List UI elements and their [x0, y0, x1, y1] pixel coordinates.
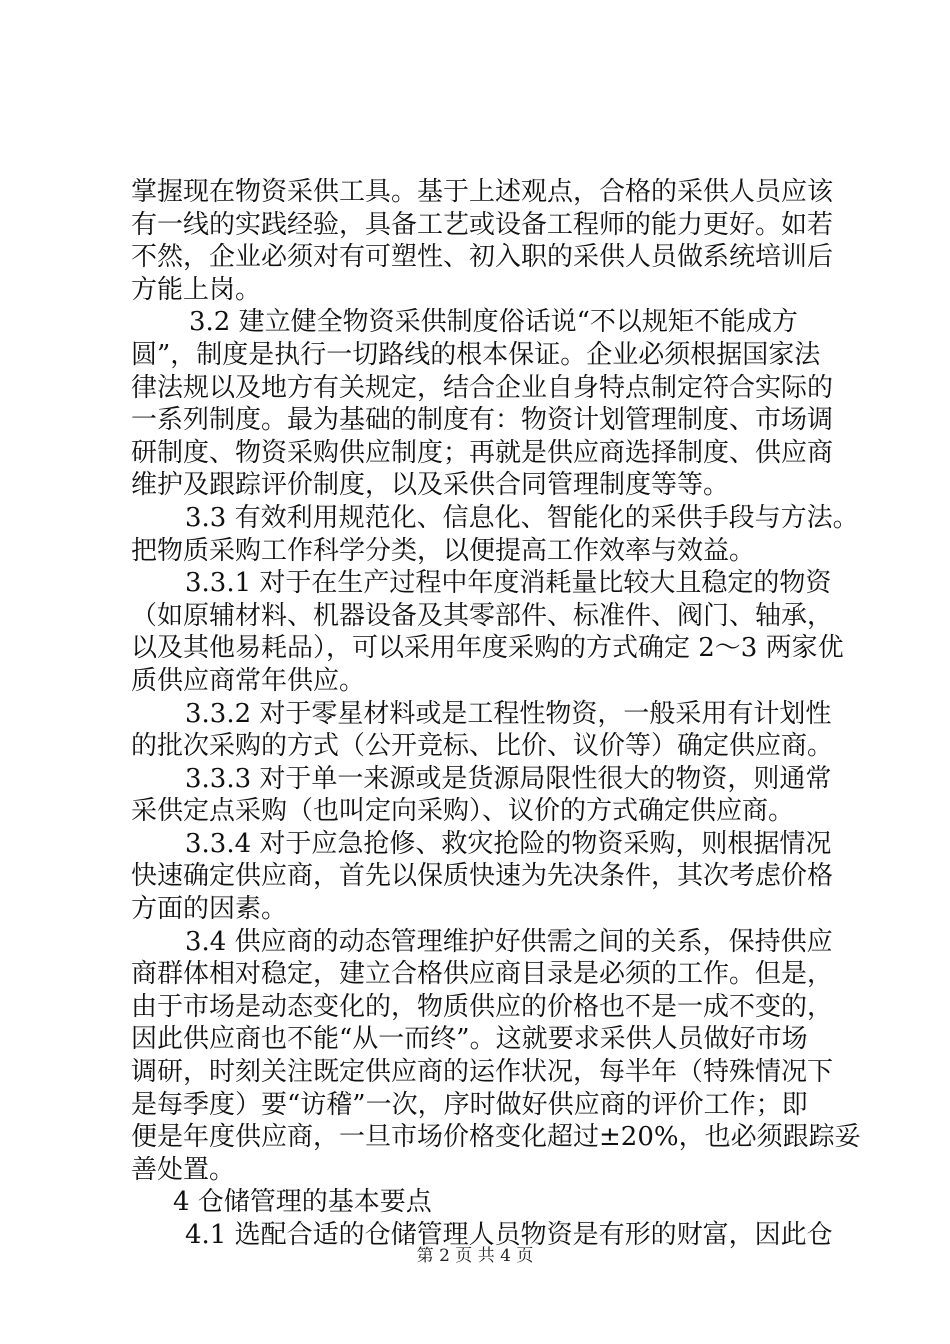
text-line: 3.3.2 对于零星材料或是工程性物资，一般采用有计划性 — [185, 698, 832, 729]
text-line: 由于市场是动态变化的，物质供应的价格也不是一成不变的， — [131, 991, 834, 1022]
text-line: （如原辅材料、机器设备及其零部件、标准件、阀门、轴承， — [131, 600, 834, 631]
text-line: 质供应商常年供应。 — [131, 665, 366, 696]
text-line: 商群体相对稳定，建立合格供应商目录是必须的工作。但是， — [131, 959, 834, 990]
text-line: 善处置。 — [131, 1154, 236, 1185]
text-line: 便是年度供应商，一旦市场价格变化超过±20%，也必须跟踪妥 — [131, 1122, 861, 1153]
text-line: 调研，时刻关注既定供应商的运作状况，每半年（特殊情况下 — [131, 1057, 834, 1088]
document-body — [131, 176, 861, 1252]
text-line: 3.3.1 对于在生产过程中年度消耗量比较大且稳定的物资 — [185, 568, 832, 599]
text-line: 方面的因素。 — [131, 894, 288, 925]
text-line: 有一线的实践经验，具备工艺或设备工程师的能力更好。如若 — [131, 209, 834, 240]
text-line: 的批次采购的方式（公开竞标、比价、议价等）确定供应商。 — [131, 731, 834, 762]
text-line: 快速确定供应商，首先以保质快速为先决条件，其次考虑价格 — [131, 861, 834, 892]
text-line: 以及其他易耗品），可以采用年度采购的方式确定 2～3 两家优 — [131, 633, 844, 664]
text-line: 研制度、物资采购供应制度；再就是供应商选择制度、供应商 — [131, 437, 834, 468]
text-line: 是每季度）要“访稽”一次，序时做好供应商的评价工作；即 — [131, 1089, 808, 1120]
text-line: 一系列制度。最为基础的制度有：物资计划管理制度、市场调 — [131, 405, 834, 436]
text-line: 不然，企业必须对有可塑性、初入职的采供人员做系统培训后 — [131, 242, 834, 273]
text-line: 3.3.3 对于单一来源或是货源局限性很大的物资，则通常 — [185, 763, 832, 794]
text-line: 维护及跟踪评价制度，以及采供合同管理制度等等。 — [131, 470, 730, 501]
text-line: 把物质采购工作科学分类，以便提高工作效率与效益。 — [131, 535, 756, 566]
text-line: 4.1 选配合适的仓储管理人员物资是有形的财富，因此仓 — [185, 1220, 833, 1250]
text-line: 方能上岗。 — [131, 274, 262, 305]
text-line: 3.3 有效利用规范化、信息化、智能化的采供手段与方法。 — [185, 502, 859, 533]
text-line: 律法规以及地方有关规定，结合企业自身特点制定符合实际的 — [131, 372, 834, 403]
text-line: 3.3.4 对于应急抢修、救灾抢险的物资采购，则根据情况 — [185, 828, 832, 859]
text-line: 4 仓储管理的基本要点 — [173, 1187, 432, 1218]
text-line: 3.4 供应商的动态管理维护好供需之间的关系，保持供应 — [185, 926, 833, 957]
page-footer: 第 2 页 共 4 页 — [416, 1246, 534, 1266]
text-line: 因此供应商也不能“从一而终”。这就要求采供人员做好市场 — [131, 1024, 808, 1055]
text-line: 采供定点采购（也叫定向采购）、议价的方式确定供应商。 — [131, 796, 795, 827]
text-line: 3.2 建立健全物资采供制度俗话说“不以规矩不能成方 — [189, 307, 798, 338]
text-line: 圆”，制度是执行一切路线的根本保证。企业必须根据国家法 — [131, 339, 821, 370]
text-line: 掌握现在物资采供工具。基于上述观点，合格的采供人员应该 — [131, 177, 834, 207]
